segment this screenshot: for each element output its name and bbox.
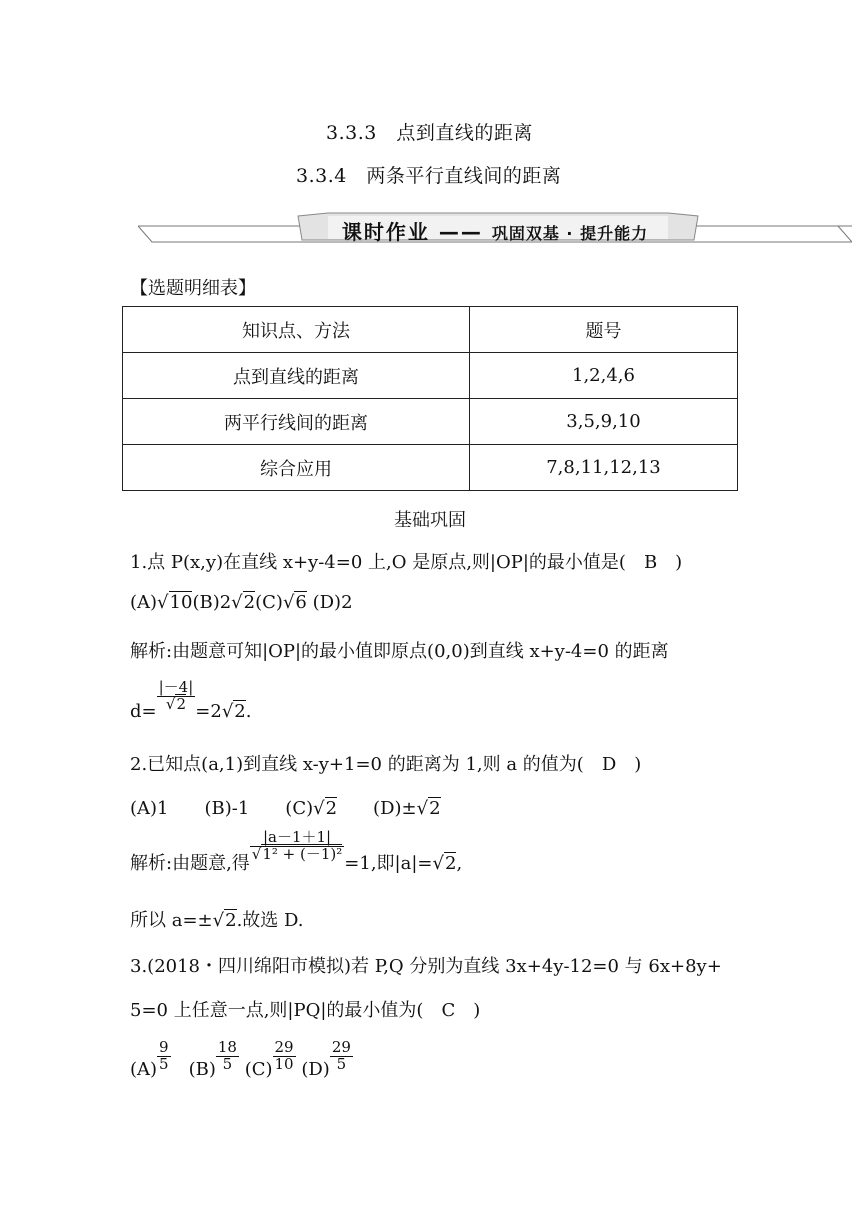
question-1-stem: 1.点 P(x,y)在直线 x+y-4=0 上,O 是原点,则|OP|的最小值是( B ): [130, 552, 683, 573]
table-cell: 点到直线的距离: [123, 353, 470, 399]
table-row: [123, 399, 738, 445]
option-a-fraction: [157, 1040, 171, 1073]
analysis-fraction: [250, 830, 345, 863]
radicand: 10: [169, 592, 193, 613]
banner-title: [138, 216, 852, 245]
radicand: 2: [325, 798, 338, 819]
option-b-label: (B): [170, 1058, 216, 1080]
distance-prefix: d=: [130, 700, 157, 722]
conclusion-prefix: 所以 a=±: [130, 910, 213, 931]
question-1-options: [130, 592, 353, 613]
radicand: 2: [225, 910, 237, 931]
fraction-numerator: 18: [217, 1038, 237, 1056]
table-cell: 7,8,11,12,13: [470, 445, 738, 491]
sqrt-symbol: √2: [221, 700, 246, 722]
radicand: 2: [176, 694, 186, 713]
radicand: 2: [429, 798, 441, 819]
table-header-topic: 知识点、方法: [123, 307, 470, 353]
table-cell: 1,2,4,6: [470, 353, 738, 399]
fraction-numerator: 9: [159, 1038, 169, 1056]
question-3-options: [130, 1040, 353, 1081]
sqrt-symbol: √2: [212, 910, 237, 931]
fraction-numerator: |－4|: [158, 678, 194, 696]
question-2-analysis: [130, 830, 462, 875]
radicand: 6: [295, 592, 307, 613]
fraction-numerator: |a－1＋1|: [250, 830, 345, 847]
sqrt-symbol: √2: [231, 592, 256, 613]
sqrt-symbol: √6: [282, 592, 307, 613]
period: .: [245, 700, 252, 722]
question-2-options: [130, 794, 441, 820]
option-b-label: (B)2: [192, 592, 232, 613]
question-2-conclusion: [130, 906, 304, 932]
option-d-fraction: [330, 1040, 353, 1073]
fraction-denominator: 5: [222, 1054, 233, 1073]
table-caption: 【选题明细表】: [130, 278, 256, 299]
option-d-label: (D): [295, 1058, 330, 1080]
question-3-stem-line-2: 5=0 上任意一点,则|PQ|的最小值为( C ): [130, 1000, 481, 1021]
topic-table: [122, 306, 738, 491]
sqrt-symbol: √2: [313, 798, 338, 819]
comma: ,: [456, 852, 463, 874]
fraction-denominator: √1² + (－1)²: [251, 844, 343, 863]
table-row: [123, 353, 738, 399]
fraction-denominator: 10: [274, 1054, 294, 1073]
fraction-denominator: 5: [159, 1054, 169, 1073]
table-header-row: [123, 307, 738, 353]
option-c-label: (C): [238, 1058, 273, 1080]
distance-fraction: [157, 680, 196, 713]
fraction-denominator: √2: [165, 694, 186, 713]
radicand: 2: [243, 592, 256, 613]
question-3-stem-line-1: 3.(2018・四川绵阳市模拟)若 P,Q 分别为直线 3x+4y-12=0 与 6x+8y+: [130, 956, 722, 977]
sqrt-symbol: √2: [432, 852, 457, 874]
table-cell: 两平行线间的距离: [123, 399, 470, 445]
section-title-3-3-3: 3.3.3 点到直线的距离: [326, 122, 533, 144]
table-cell: 综合应用: [123, 445, 470, 491]
table-row: [123, 445, 738, 491]
option-d-label: (D)2: [306, 592, 353, 613]
radicand: 2: [234, 700, 246, 722]
option-d-label: (D)±: [337, 798, 417, 819]
table-cell: 3,5,9,10: [470, 399, 738, 445]
section-title-3-3-4: 3.3.4 两条平行直线间的距离: [296, 165, 562, 187]
fraction-numerator: 29: [331, 1038, 351, 1056]
question-1-distance: [130, 680, 251, 722]
table-header-number: 题号: [470, 307, 738, 353]
options-text: (A)1 (B)-1 (C): [130, 798, 314, 819]
analysis-suffix: =1,即|a|=: [344, 852, 433, 874]
banner-main-text: 课时作业: [341, 220, 430, 244]
distance-result: =2: [195, 700, 222, 722]
question-2-stem: 2.已知点(a,1)到直线 x-y+1=0 的距离为 1,则 a 的值为( D ): [130, 754, 642, 775]
radicand: 2: [444, 852, 457, 874]
option-b-fraction: [216, 1040, 239, 1073]
banner-sub-text: 巩固双基 · 提升能力: [491, 224, 649, 243]
homework-banner: [138, 212, 852, 244]
section-heading: 基础巩固: [394, 510, 466, 531]
option-c-fraction: [273, 1040, 296, 1073]
fraction-denominator: 5: [336, 1054, 347, 1073]
analysis-prefix: 解析:由题意,得: [130, 852, 250, 874]
banner-dash: ——: [438, 220, 483, 244]
question-1-analysis: 解析:由题意可知|OP|的最小值即原点(0,0)到直线 x+y-4=0 的距离: [130, 641, 669, 662]
sqrt-symbol: √10: [157, 592, 193, 613]
conclusion-end: .故选 D.: [236, 910, 304, 931]
option-c-label: (C): [255, 592, 283, 613]
fraction-numerator: 29: [274, 1038, 294, 1056]
sqrt-symbol: √2: [416, 798, 441, 819]
option-a-label: (A): [130, 592, 158, 613]
radicand: 1² + (－1)²: [262, 844, 343, 863]
option-a-label: (A): [130, 1058, 158, 1080]
